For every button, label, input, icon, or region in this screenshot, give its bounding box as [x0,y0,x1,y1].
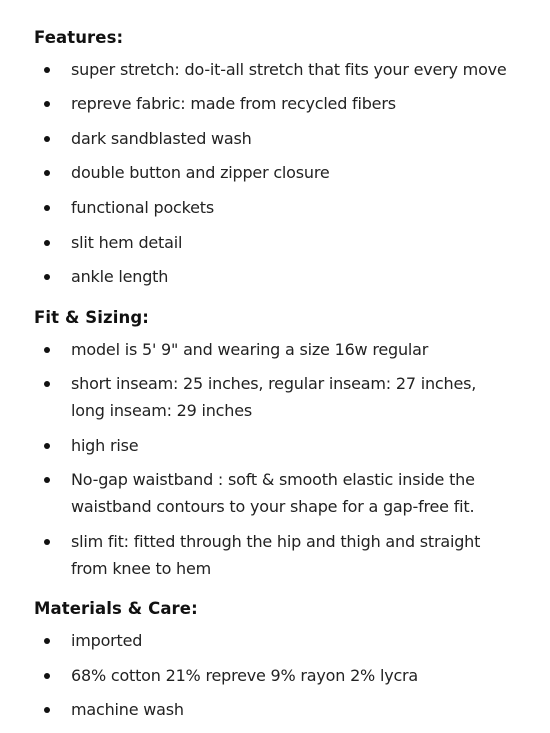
fit-sizing-item: model is 5' 9" and wearing a size 16w regular [71,340,429,359]
features-item: double button and zipper closure [71,163,330,182]
bullet-icon [44,638,50,644]
bullet-icon [44,170,50,176]
materials-care-item: imported [71,631,143,650]
bullet-icon [44,274,50,280]
bullet-icon [44,539,50,545]
fit-sizing-item: No-gap waistband : soft & smooth elastic inside the waistband contours to your shape for a gap-free fit. [71,470,475,516]
bullet-icon [44,477,50,483]
features-heading: Features: [34,28,124,47]
bullet-icon [44,381,50,387]
fit-sizing-item: slim fit: fitted through the hip and thigh and straight from knee to hem [71,532,481,578]
features-item: functional pockets [71,198,214,217]
bullet-icon [44,707,50,713]
fit-sizing-heading: Fit & Sizing: [34,308,149,327]
features-item: dark sandblasted wash [71,129,252,148]
bullet-icon [44,101,50,107]
bullet-icon [44,205,50,211]
bullet-icon [44,240,50,246]
materials-care-heading: Materials & Care: [34,599,198,618]
fit-sizing-item: short inseam: 25 inches, regular inseam: 27 inches, long inseam: 29 inches [71,374,477,420]
materials-care-item: 68% cotton 21% repreve 9% rayon 2% lycra [71,666,419,685]
bullet-icon [44,673,50,679]
features-item: repreve fabric: made from recycled fibers [71,94,396,113]
features-item: super stretch: do-it-all stretch that fits your every move [71,60,507,79]
bullet-icon [44,136,50,142]
features-item: ankle length [71,267,169,286]
fit-sizing-item: high rise [71,436,139,455]
features-item: slit hem detail [71,233,183,252]
materials-care-item: machine wash [71,700,184,719]
bullet-icon [44,67,50,73]
bullet-icon [44,443,50,449]
bullet-icon [44,347,50,353]
